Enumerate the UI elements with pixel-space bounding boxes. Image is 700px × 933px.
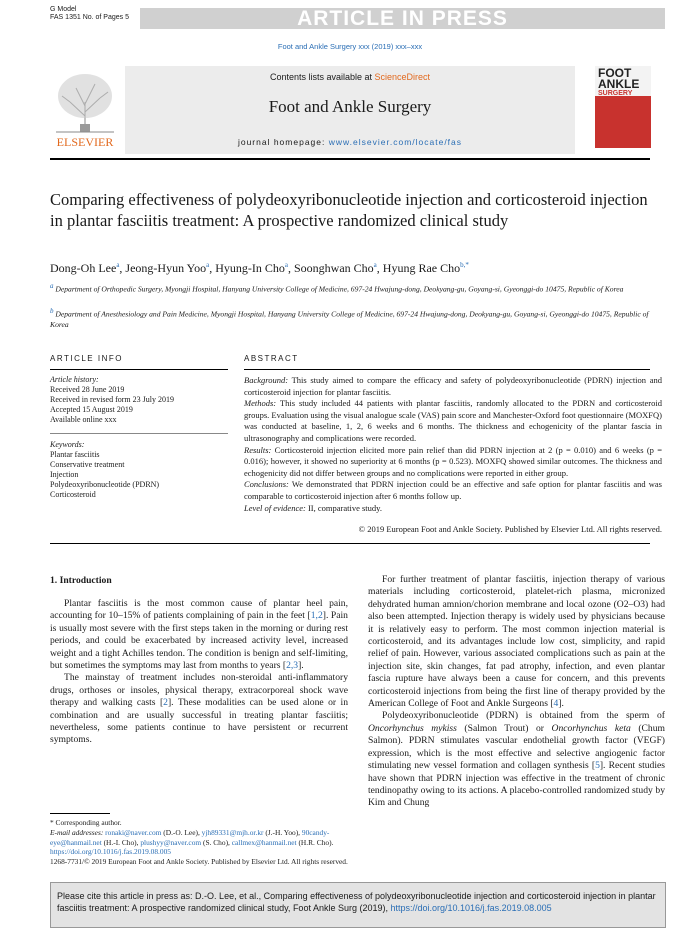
corresponding-author-footnote — [50, 818, 350, 848]
abstract-copyright: © 2019 European Foot and Ankle Society. Published by Elsevier Ltd. All rights reserved. — [358, 524, 662, 534]
history-label: Article history: — [50, 375, 99, 384]
author-name[interactable]: Hyung Rae Cho — [382, 261, 461, 275]
body-column-left — [50, 598, 348, 747]
cover-title-ankle: ANKLE — [598, 77, 640, 91]
history-item: Received in revised form 23 July 2019 — [50, 395, 174, 404]
elsevier-logo — [50, 66, 120, 150]
contents-line — [125, 72, 575, 82]
affiliation-marker[interactable]: a — [116, 261, 120, 269]
history-item: Accepted 15 August 2019 — [50, 405, 133, 414]
affiliation-a: $^a$ Department of Orthopedic Surgery, Myongji Hospital, Hanyang University College of Medicine, 697-24 Hwajung-dong, Deokyang-gu, Goyang-si, Gyeonggi-do 10475, Republic of Korea — [50, 282, 624, 294]
abstract-body — [244, 375, 662, 514]
gmodel-label: G Model — [50, 6, 77, 13]
citation-doi-link[interactable]: https://doi.org/10.1016/j.fas.2019.08.005 — [390, 903, 552, 913]
abstract-divider — [244, 369, 650, 370]
abstract-results: Results: Corticosteroid injection elicited more pain relief than did PDRN injection at 2 (p = 0.010) and 6 weeks (p = 0.016); however, it showed no superiority at 6 months (p = 0.523). MOXFQ showed similar outcomes. The thickness and echogenicity did not differ between groups and no complications were reported in either group. — [244, 444, 663, 478]
reference-link[interactable]: 2,3 — [286, 660, 299, 672]
body-paragraph: The mainstay of treatment includes non-steroidal anti-inflammatory drugs, orthoses or insoles, physical therapy, extracorporeal shock wave therapy and walking casts [2]. These modalities can be used alone or in combination and are usually successful in treating plantar fasciitis; nevertheless, some patients continue to have persistent or recurrent symptoms. — [50, 672, 348, 746]
homepage-prefix: journal homepage: — [237, 137, 329, 147]
keywords-divider — [50, 433, 228, 434]
reference-link[interactable]: 5 — [595, 760, 600, 772]
abstract-background: Background: This study aimed to compare the efficacy and safety of polydeoxyribonucleotide (PDRN) injection and corticosteroid injection for plantar fasciitis. — [244, 375, 662, 397]
history-item: Received 28 June 2019 — [50, 385, 125, 394]
manuscript-id — [50, 6, 129, 22]
journal-cover-image — [595, 66, 651, 148]
doi-block — [50, 847, 348, 867]
cover-title-surgery: SURGERY — [598, 90, 633, 97]
body-paragraph: Plantar fasciitis is the most common cause of plantar heel pain, accounting for 10–15% of patients complaining of pain in the feet [1,2]. Pain is usually most severe with the first steps taken in the morning or during rest periods, and could be exacerbated by increased activity level, increased weight and a tight Achilles tendon. The condition is benign and self-limiting, but sometimes the symptoms may last from months to years [2,3]. — [50, 598, 348, 672]
abstract-methods: Methods: This study included 44 patients with plantar fasciitis, randomly allocated to the PDRN and corticosteroid groups. Evaluation using the visual analogue scale (VAS) pain score and Manchester-Oxford foot questionnaire (MOXFQ) was conducted at baseline, 1, 2, 6 weeks and 6 months. The thickness and echogenicity of the plantar fascia in ultrasonography and complications were recorded. — [244, 398, 662, 443]
sciencedirect-link[interactable]: ScienceDirect — [374, 72, 431, 82]
article-info-divider — [50, 369, 228, 370]
affiliation-b: $^b$ Department of Anesthesiology and Pain Medicine, Myongji Hospital, Hanyang University College of Medicine, 697-24 Hwajung-dong, Deokyang-gu, Goyang-si, Gyeonggi-do 10475, Republic of Korea — [50, 307, 649, 329]
article-info-heading: ARTICLE INFO — [50, 354, 123, 363]
homepage-link[interactable]: www.elsevier.com/locate/fas — [328, 137, 463, 147]
email-link[interactable]: 90candy-eye@hanmail.net — [50, 828, 330, 847]
manuscript-pages: FAS 1351 No. of Pages 5 — [50, 14, 129, 21]
article-in-press-label: ARTICLE IN PRESS — [297, 7, 508, 30]
author-list: Dong-Oh Lee$^a$, Jeong-Hyun Yoo$^a$, Hyung-In Cho$^a$, Soonghwan Cho$^a$, Hyung Rae Cho$^{b,*}$ — [50, 261, 469, 275]
footnote-divider — [50, 813, 110, 814]
keywords-label: Keywords: — [50, 440, 85, 449]
header-divider — [50, 158, 650, 160]
keyword-item: Corticosteroid — [50, 490, 96, 499]
citation-text: Please cite this article in press as: D.-O. Lee, et al., Comparing effectiveness of polydeoxyribonucleotide injection and corticosteroid injection in plantar fasciitis treatment: A prospective randomized clinical study, Foot Ankle Surg (2019), https://doi.org/10.1016/j.fas.2019.08.005 — [57, 891, 656, 913]
corresponding-author-label: * Corresponding author. — [50, 818, 122, 827]
body-column-right — [368, 574, 665, 810]
journal-homepage — [125, 137, 575, 147]
article-history — [50, 375, 228, 425]
author-name[interactable]: Jeong-Hyun Yoo — [125, 261, 207, 275]
body-paragraph: For further treatment of plantar fasciitis, injection therapy of various materials including corticosteroid, platelet-rich plasma, micronized dehydrated human amnion/chorion membrane and local ozone (O2–O3) had also been attempted. Injection therapy is widely used by physicians because it is relatively easy to perform. The most common injection material is corticosteroid, and its advantages include low cost, simplicity, and rapid relief of pain. However, various associated complications such as pain at the injection site, skin changes, fat pad atrophy, infection, and even plantar fascia rupture have always been a cause for concern, and this prevents corticosteroid injections from being the first line of therapy provided by the American College of Foot and Ankle Surgeons [4]. — [368, 574, 665, 710]
email-link[interactable]: plushyy@naver.com — [140, 838, 202, 847]
elsevier-tree-icon — [50, 66, 120, 150]
history-item: Available online xxx — [50, 415, 117, 424]
author-name[interactable]: Dong-Oh Lee — [50, 261, 117, 275]
email-link[interactable]: ronaki@naver.com — [105, 828, 162, 837]
section-heading-introduction: 1. Introduction — [50, 575, 112, 586]
affiliation-marker[interactable]: a — [284, 261, 288, 269]
doi-link[interactable]: https://doi.org/10.1016/j.fas.2019.08.005 — [50, 847, 171, 856]
author-name[interactable]: Hyung-In Cho — [215, 261, 285, 275]
journal-title: Foot and Ankle Surgery — [268, 97, 432, 116]
cover-title-foot: FOOT — [598, 66, 632, 80]
email-link[interactable]: callmex@hanmail.net — [231, 838, 297, 847]
affiliation-marker[interactable]: a — [206, 261, 210, 269]
affiliation-a-text: Department of Orthopedic Surgery, Myongji Hospital, Hanyang University College of Medicine, 697-24 Hwajung-dong, Deokyang-gu, Goyang-si, Gyeonggi-do 10475, Republic of Korea — [55, 284, 624, 294]
elsevier-wordmark: ELSEVIER — [56, 135, 114, 149]
keywords — [50, 440, 228, 500]
keyword-item: Injection — [50, 470, 79, 479]
journal-reference[interactable]: Foot and Ankle Surgery xxx (2019) xxx–xxx — [277, 42, 423, 51]
keyword-item: Plantar fasciitis — [50, 450, 100, 459]
keyword-item: Conservative treatment — [50, 460, 125, 469]
body-paragraph: Polydeoxyribonucleotide (PDRN) is obtained from the sperm of Oncorhynchus mykiss (Salmon Trout) or Oncorhynchus keta (Chum Salmon). PDRN stimulates vascular endothelial growth factor (VEGF) expression, which is the most effective and selective angiogenic factor stimulating new vessel formation and collagen synthesis [5]. Recent studies have shown that PDRN injection was effective in the treatment of chronic tendinopathy owing to its actions. A placebo-controlled randomized study by Kim and Chung — [368, 710, 665, 809]
abstract-conclusions: Conclusions: We demonstrated that PDRN injection could be an effective and safe option for plantar fasciitis and was comparable to corticosteroid injection after 6 months follow up. — [244, 479, 662, 501]
affiliation-b-text: Department of Anesthesiology and Pain Medicine, Myongji Hospital, Hanyang University College of Medicine, 697-24 Hwajung-dong, Deokyang-gu, Goyang-si, Gyeonggi-do 10475, Republic of Korea — [50, 309, 649, 329]
email-link[interactable]: yjh89331@mjh.or.kr — [201, 828, 264, 837]
paper-title: Comparing effectiveness of polydeoxyribonucleotide injection and corticosteroid injection in plantar fasciitis treatment: A prospective randomized clinical study — [50, 190, 648, 230]
issn-line: 1268-7731/© 2019 European Foot and Ankle Society. Published by Elsevier Ltd. All rights reserved. — [50, 857, 348, 866]
abstract-heading: ABSTRACT — [244, 354, 299, 363]
affiliation-marker[interactable]: b,* — [460, 261, 469, 269]
reference-link[interactable]: 4 — [553, 698, 559, 710]
keyword-item: Polydeoxyribonucleotide (PDRN) — [50, 480, 160, 489]
reference-link[interactable]: 1,2 — [310, 610, 323, 622]
affiliation-marker[interactable]: a — [373, 261, 377, 269]
reference-link[interactable]: 2 — [163, 697, 168, 709]
contents-prefix: Contents lists available at — [269, 72, 375, 82]
abstract-bottom-divider — [50, 543, 650, 544]
author-name[interactable]: Soonghwan Cho — [294, 261, 374, 275]
email-addresses: E-mail addresses: ronaki@naver.com (D.-O. Lee), yjh89331@mjh.or.kr (J.-H. Yoo), 90candy-eye@hanmail.net (H.-I. Cho), plushyy@naver.com (S. Cho), callmex@hanmail.net (H.R. Cho). — [50, 828, 334, 847]
abstract-evidence: Level of evidence: II, comparative study. — [244, 502, 382, 513]
